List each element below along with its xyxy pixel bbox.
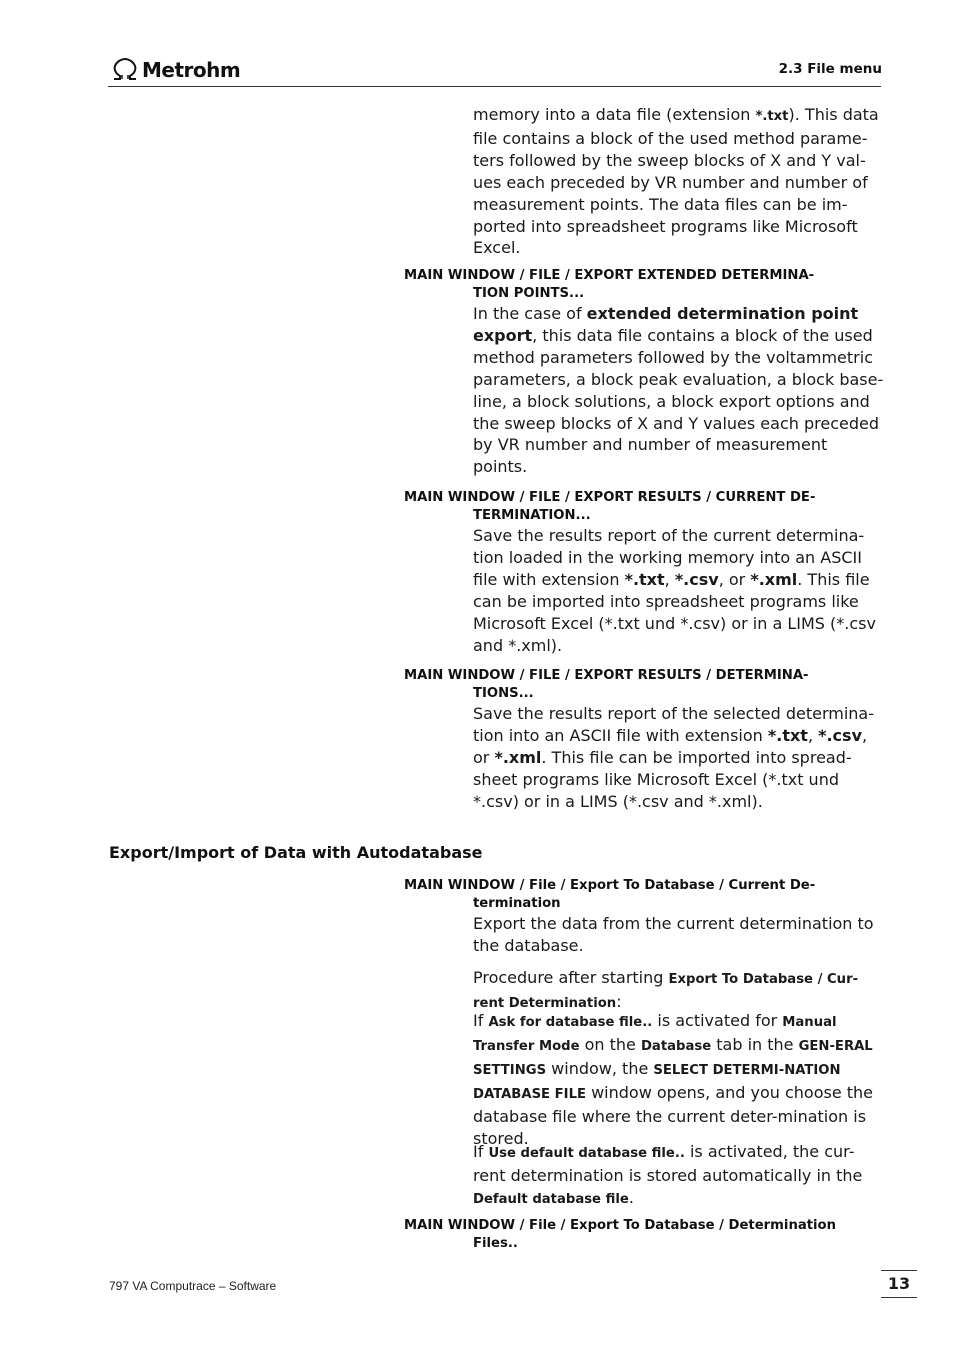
footer-product: 797 VA Computrace – Software — [109, 1279, 277, 1293]
export-current-description: Save the results report of the current determina-tion loaded in the working memory into an ASCII file with extension *.txt, *.csv, or *.xml. This file can be imported into spreadsheet programs like Microsoft Excel (*.txt und *.csv) or in a LIMS (*.csv and *.xml). — [473, 526, 876, 655]
default-database-paragraph: If Use default database file.. is activated, the cur-rent determination is stored automatically in the Default database file. — [473, 1142, 863, 1207]
menu-path-export-db-current: MAIN WINDOW / File / Export To Database / Current De- termination — [404, 878, 816, 911]
export-determinations-description: Save the results report of the selected determina-tion into an ASCII file with extension *.txt, *.csv, or *.xml. This file can be imported into spread-sheet programs like Microsoft Excel (*.txt und *.csv) or in a LIMS (*.csv and *.xml). — [473, 704, 874, 811]
metrohm-logo — [110, 58, 240, 82]
export-db-current-description: Export the data from the current determination to the database. — [473, 914, 874, 955]
brand-name: Metrohm — [142, 58, 241, 82]
menu-path-export-determinations: MAIN WINDOW / FILE / EXPORT RESULTS / DETERMINA- TIONS... — [404, 668, 809, 701]
section-title: 2.3 File menu — [778, 61, 882, 77]
menu-path-export-db-files: MAIN WINDOW / File / Export To Database / Determination Files.. — [404, 1218, 836, 1251]
export-extended-description: In the case of extended determination point export, this data file contains a block of the used method parameters followed by the voltammetric parameters, a block peak evaluation, a block base-line, a block solutions, a block export options and the sweep blocks of X and Y values each preceded by VR number and number of measurement points. — [473, 304, 884, 477]
omega-icon — [110, 58, 140, 82]
section-heading: Export/Import of Data with Autodatabase — [109, 843, 483, 862]
header-rule — [108, 86, 881, 87]
menu-path-export-current: MAIN WINDOW / FILE / EXPORT RESULTS / CURRENT DE- TERMINATION... — [404, 490, 816, 523]
txt-extension: *.txt — [755, 109, 789, 124]
intro-paragraph: memory into a data file (extension *.txt). This data file contains a block of the used method parame-ters followed by the sweep blocks of X and Y val-ues each preceded by VR number and number of measurement points. The data files can be im-ported into spreadsheet programs like Microsoft Excel. — [473, 105, 879, 258]
ask-database-paragraph: If Ask for database file.. is activated for Manual Transfer Mode on the Database tab in the GEN-ERAL SETTINGS window, the SELECT DETERMI-NATION DATABASE FILE window opens, and you choose the database file where the current deter-mination is stored. — [473, 1011, 874, 1148]
menu-path-export-extended: MAIN WINDOW / FILE / EXPORT EXTENDED DETERMINA- TION POINTS... — [404, 268, 815, 301]
page-number: 13 — [881, 1270, 917, 1298]
procedure-paragraph: Procedure after starting Export To Database / Cur-rent Determination: — [473, 968, 859, 1011]
